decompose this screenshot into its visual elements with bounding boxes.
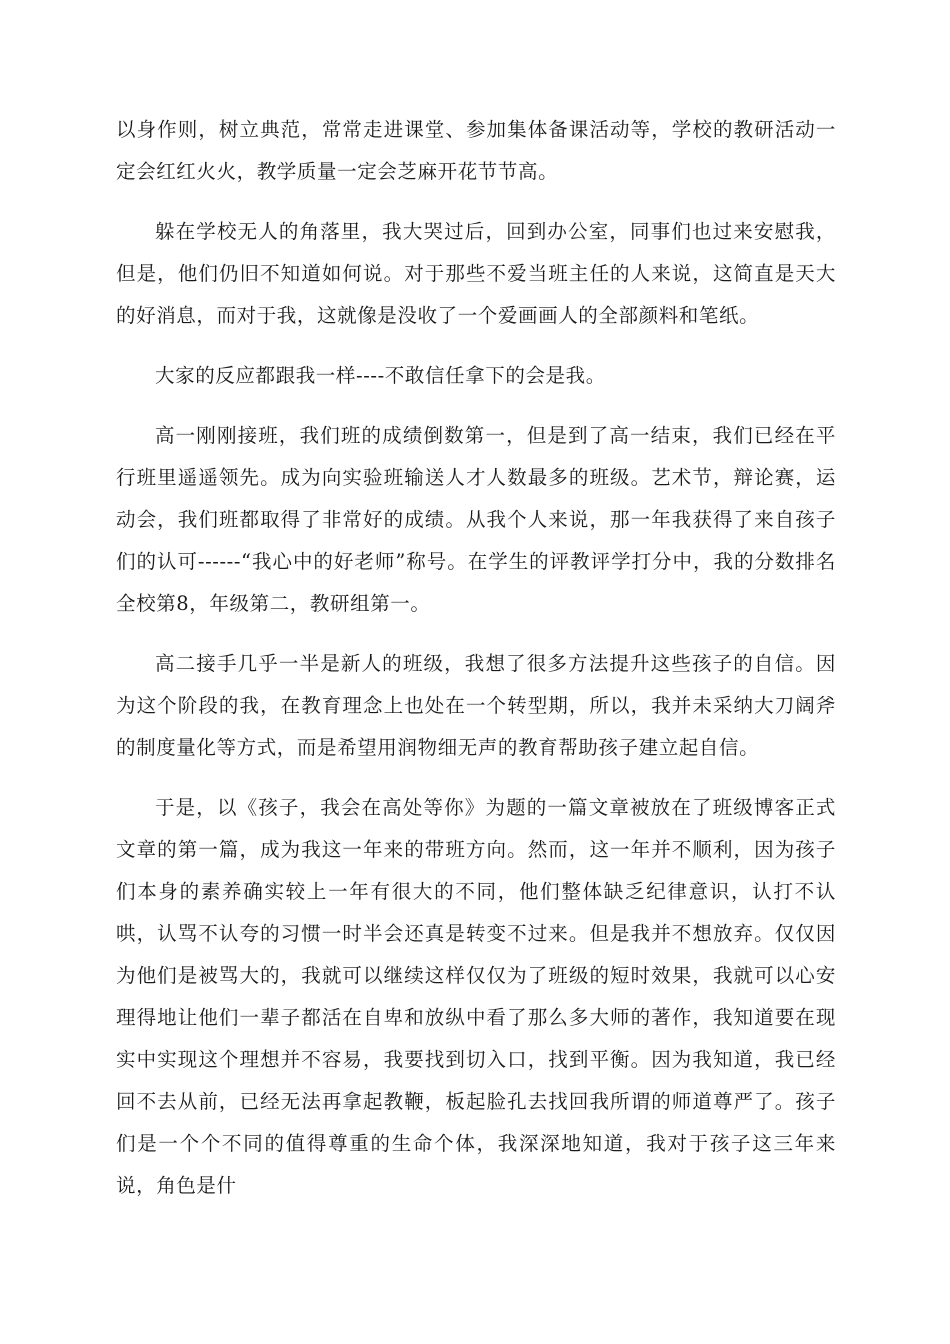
paragraph-2: 躲在学校无人的角落里，我大哭过后，回到办公室，同事们也过来安慰我，但是，他们仍旧不知道如何说。对于那些不爱当班主任的人来说，这简直是天大的好消息，而对于我，这就像是没收了一个爱画画人的全部颜料和笔纸。 bbox=[116, 220, 836, 327]
document-body bbox=[116, 109, 836, 1225]
paragraph-5: 高二接手几乎一半是新人的班级，我想了很多方法提升这些孩子的自信。因为这个阶段的我，在教育理念上也处在一个转型期，所以，我并未采纳大刀阔斧的制度量化等方式，而是希望用润物细无声的教育帮助孩子建立起自信。 bbox=[116, 652, 836, 759]
paragraph-3: 大家的反应都跟我一样----不敢信任拿下的会是我。 bbox=[155, 364, 606, 387]
paragraph-4: 高一刚刚接班，我们班的成绩倒数第一，但是到了高一结束，我们已经在平行班里遥遥领先。成为向实验班输送人才人数最多的班级。艺术节，辩论赛，运动会，我们班都取得了非常好的成绩。从我个人来说，那一年我获得了来自孩子们的认可------“我心中的好老师”称号。在学生的评教评学打分中，我的分数排名全校第8，年级第二，教研组第一。 bbox=[116, 424, 836, 615]
paragraph-1: 以身作则，树立典范，常常走进课堂、参加集体备课活动等，学校的教研活动一定会红红火火，教学质量一定会芝麻开花节节高。 bbox=[116, 118, 836, 183]
paragraph-6: 于是，以《孩子，我会在高处等你》为题的一篇文章被放在了班级博客正式文章的第一篇，成为我这一年来的带班方向。然而，这一年并不顺利，因为孩子们本身的素养确实较上一年有很大的不同，他们整体缺乏纪律意识，认打不认哄，认骂不认夸的习惯一时半会还真是转变不过来。但是我并不想放弃。仅仅因为他们是被骂大的，我就可以继续这样仅仅为了班级的短时效果，我就可以心安理得地让他们一辈子都活在自卑和放纵中看了那么多大师的著作，我知道要在现实中实现这个理想并不容易，我要找到切入口，找到平衡。因为我知道，我已经回不去从前，已经无法再拿起教鞭，板起脸孔去找回我所谓的师道尊严了。孩子们是一个个不同的值得尊重的生命个体，我深深地知道，我对于孩子这三年来说，角色是什 bbox=[116, 796, 836, 1197]
